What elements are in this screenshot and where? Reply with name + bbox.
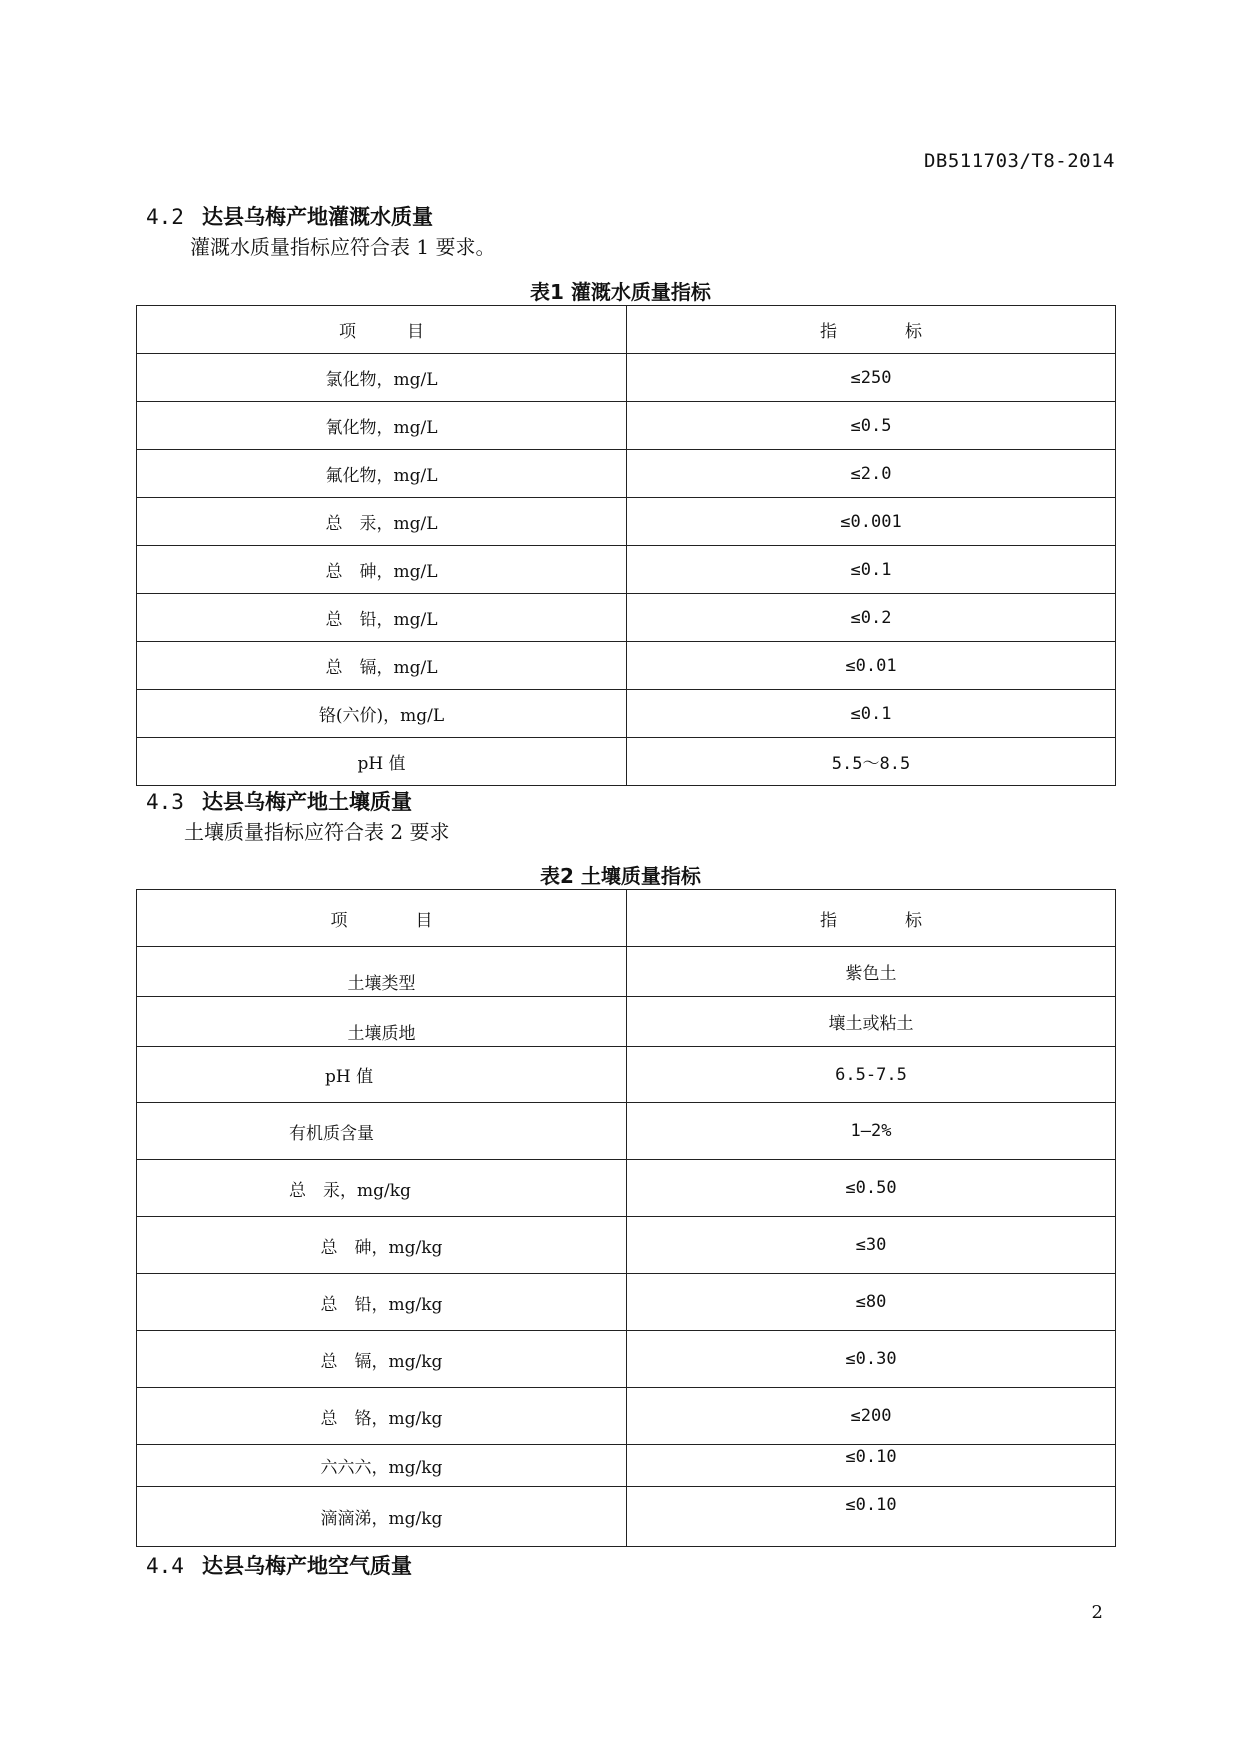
section-paragraph-4-3: 土壤质量指标应符合表 2 要求 <box>184 820 450 844</box>
row-item: 总 砷，mg/kg <box>137 1217 627 1274</box>
row-item: 氟化物，mg/L <box>137 450 627 498</box>
row-item: 六六六，mg/kg <box>137 1445 627 1487</box>
row-item: pH 值 <box>137 738 627 786</box>
row-value: ≤0.01 <box>627 642 1116 690</box>
table2-soil-quality <box>136 889 1116 1547</box>
row-value: ≤80 <box>627 1274 1116 1331</box>
section-paragraph-4-2: 灌溉水质量指标应符合表 1 要求。 <box>190 235 496 259</box>
table-row <box>137 690 1116 738</box>
section-number: 4.2 <box>146 205 184 229</box>
table-row <box>137 1047 1116 1103</box>
table1-caption: 表1 灌溉水质量指标 <box>530 280 711 304</box>
section-heading-4-3 <box>146 786 412 816</box>
page-number: 2 <box>1091 1602 1103 1623</box>
row-item: 总 汞，mg/kg <box>137 1160 627 1217</box>
row-item: 总 镉，mg/L <box>137 642 627 690</box>
table-row <box>137 1388 1116 1445</box>
header-item: 项 目 <box>137 890 627 947</box>
row-value: ≤0.10 <box>627 1445 1116 1487</box>
document-code: DB511703/T8-2014 <box>923 150 1115 172</box>
row-item: 土壤类型 <box>137 947 627 997</box>
table-row <box>137 1160 1116 1217</box>
row-value: ≤0.2 <box>627 594 1116 642</box>
header-item: 项 目 <box>137 306 627 354</box>
row-value: ≤0.001 <box>627 498 1116 546</box>
row-value: 6.5-7.5 <box>627 1047 1116 1103</box>
row-item: 滴滴涕，mg/kg <box>137 1487 627 1547</box>
table-row <box>137 546 1116 594</box>
row-value: 紫色土 <box>627 947 1116 997</box>
table-row <box>137 947 1116 997</box>
table-row <box>137 1103 1116 1160</box>
table-header-row <box>137 890 1116 947</box>
row-item: 铬(六价)，mg/L <box>137 690 627 738</box>
row-value: 1—2% <box>627 1103 1116 1160</box>
section-heading-4-2 <box>146 201 433 231</box>
row-value: ≤250 <box>627 354 1116 402</box>
table2-caption: 表2 土壤质量指标 <box>540 864 701 888</box>
table-row <box>137 738 1116 786</box>
section-title: 达县乌梅产地灌溉水质量 <box>202 205 433 229</box>
row-item: 总 砷，mg/L <box>137 546 627 594</box>
table-row <box>137 997 1116 1047</box>
row-value: ≤0.50 <box>627 1160 1116 1217</box>
row-value: ≤0.30 <box>627 1331 1116 1388</box>
header-index: 指 标 <box>627 890 1116 947</box>
section-number: 4.4 <box>146 1554 184 1578</box>
table-row <box>137 1445 1116 1487</box>
header-index: 指 标 <box>627 306 1116 354</box>
row-item: 总 镉，mg/kg <box>137 1331 627 1388</box>
row-value: 壤土或粘土 <box>627 997 1116 1047</box>
table-row <box>137 498 1116 546</box>
row-value: ≤0.1 <box>627 690 1116 738</box>
row-item: 总 铅，mg/L <box>137 594 627 642</box>
table-row <box>137 594 1116 642</box>
table-row <box>137 642 1116 690</box>
section-title: 达县乌梅产地空气质量 <box>202 1554 412 1578</box>
row-value: ≤200 <box>627 1388 1116 1445</box>
table1-irrigation-water <box>136 305 1116 786</box>
row-value: ≤0.1 <box>627 546 1116 594</box>
row-value: ≤30 <box>627 1217 1116 1274</box>
section-number: 4.3 <box>146 790 184 814</box>
row-value: ≤0.10 <box>627 1487 1116 1547</box>
row-value: ≤2.0 <box>627 450 1116 498</box>
row-item: 氰化物，mg/L <box>137 402 627 450</box>
section-title: 达县乌梅产地土壤质量 <box>202 790 412 814</box>
section-heading-4-4 <box>146 1550 412 1580</box>
table-row <box>137 402 1116 450</box>
row-item: 有机质含量 <box>137 1103 627 1160</box>
table-row <box>137 354 1116 402</box>
row-item: 总 铅，mg/kg <box>137 1274 627 1331</box>
table-row <box>137 1487 1116 1547</box>
table-row <box>137 450 1116 498</box>
table-row <box>137 1217 1116 1274</box>
table-row <box>137 1274 1116 1331</box>
row-item: 土壤质地 <box>137 997 627 1047</box>
row-item: 总 铬，mg/kg <box>137 1388 627 1445</box>
row-value: ≤0.5 <box>627 402 1116 450</box>
row-item: 氯化物，mg/L <box>137 354 627 402</box>
row-item: 总 汞，mg/L <box>137 498 627 546</box>
table-header-row <box>137 306 1116 354</box>
row-value: 5.5～8.5 <box>627 738 1116 786</box>
row-item: pH 值 <box>137 1047 627 1103</box>
table-row <box>137 1331 1116 1388</box>
